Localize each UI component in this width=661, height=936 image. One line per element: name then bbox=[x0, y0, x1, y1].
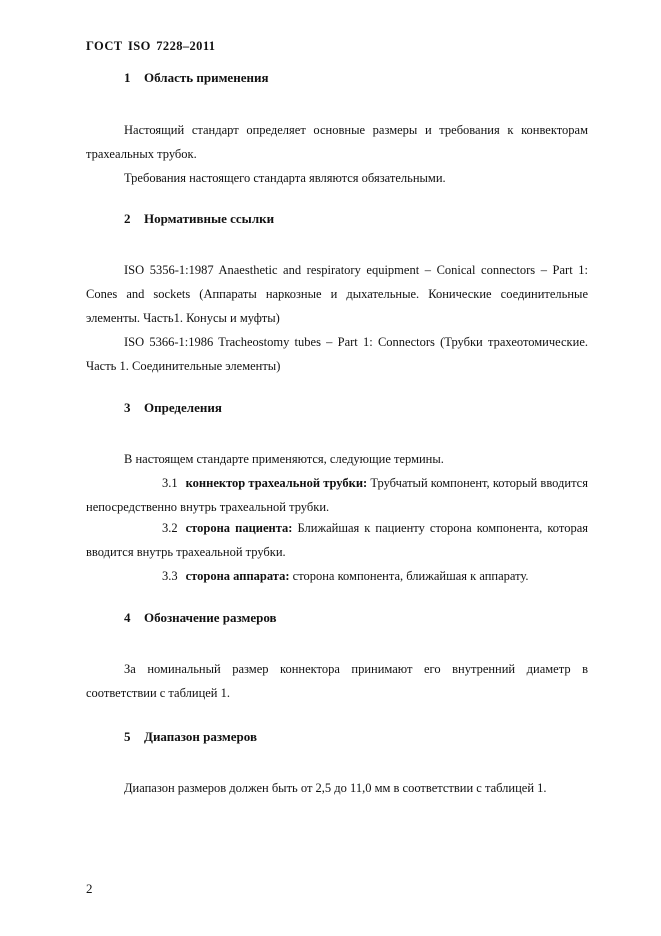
definition-number: 3.2 bbox=[162, 521, 178, 535]
section-title: Нормативные ссылки bbox=[144, 211, 275, 226]
definition-3-1 bbox=[86, 471, 588, 519]
section-number: 2 bbox=[124, 211, 131, 226]
section-title: Определения bbox=[144, 400, 222, 415]
section-1-heading bbox=[124, 70, 268, 86]
section-1-paragraph-1: Настоящий стандарт определяет основные размеры и требования к конвекторам трахеальных трубок. bbox=[86, 123, 588, 161]
section-2-reference-1: ISO 5356-1:1987 Anaesthetic and respiratory equipment – Conical connectors – Part 1: Cones and sockets (Аппараты наркозные и дыхательные. Конические соединительные элементы. Часть1. Конусы и муфты) bbox=[86, 263, 588, 325]
section-title: Область применения bbox=[144, 70, 269, 85]
definition-number: 3.1 bbox=[162, 476, 178, 490]
section-number: 4 bbox=[124, 610, 131, 625]
definition-3-3 bbox=[86, 564, 588, 588]
definition-text: Трубчатый компонент, который вводится непосредственно внутрь трахеальной трубки. bbox=[86, 476, 588, 514]
document-header: ГОСТ ISO 7228–2011 bbox=[86, 39, 216, 53]
definition-3-2 bbox=[86, 516, 588, 564]
section-2-heading bbox=[124, 211, 274, 227]
section-5-paragraph-1: Диапазон размеров должен быть от 2,5 до 11,0 мм в соответствии с таблицей 1. bbox=[124, 781, 547, 795]
definition-term: сторона пациента: bbox=[185, 521, 293, 535]
section-4-heading bbox=[124, 610, 277, 626]
section-1-paragraph-2: Требования настоящего стандарта являются обязательными. bbox=[124, 171, 446, 185]
section-number: 5 bbox=[124, 729, 131, 744]
page-number: 2 bbox=[86, 881, 93, 896]
section-number: 1 bbox=[124, 70, 131, 85]
definition-term: сторона аппарата: bbox=[185, 569, 290, 583]
definition-term: коннектор трахеальной трубки: bbox=[185, 476, 368, 490]
definition-text: Ближайшая к пациенту сторона компонента, которая вводится внутрь трахеальной трубки. bbox=[86, 521, 588, 559]
section-3-intro: В настоящем стандарте применяются, следующие термины. bbox=[124, 452, 444, 466]
section-4-paragraph-1: За номинальный размер коннектора принимают его внутренний диаметр в соответствии с таблицей 1. bbox=[86, 662, 588, 700]
section-5-heading bbox=[124, 729, 257, 745]
definition-number: 3.3 bbox=[162, 569, 178, 583]
section-title: Диапазон размеров bbox=[144, 729, 257, 744]
definition-text: сторона компонента, ближайшая к аппарату. bbox=[289, 569, 529, 583]
section-3-heading bbox=[124, 400, 222, 416]
section-number: 3 bbox=[124, 400, 131, 415]
section-2-reference-2: ISO 5366-1:1986 Tracheostomy tubes – Part 1: Connectors (Трубки трахеотомические. Часть 1. Соединительные элементы) bbox=[86, 335, 588, 373]
section-title: Обозначение размеров bbox=[144, 610, 277, 625]
